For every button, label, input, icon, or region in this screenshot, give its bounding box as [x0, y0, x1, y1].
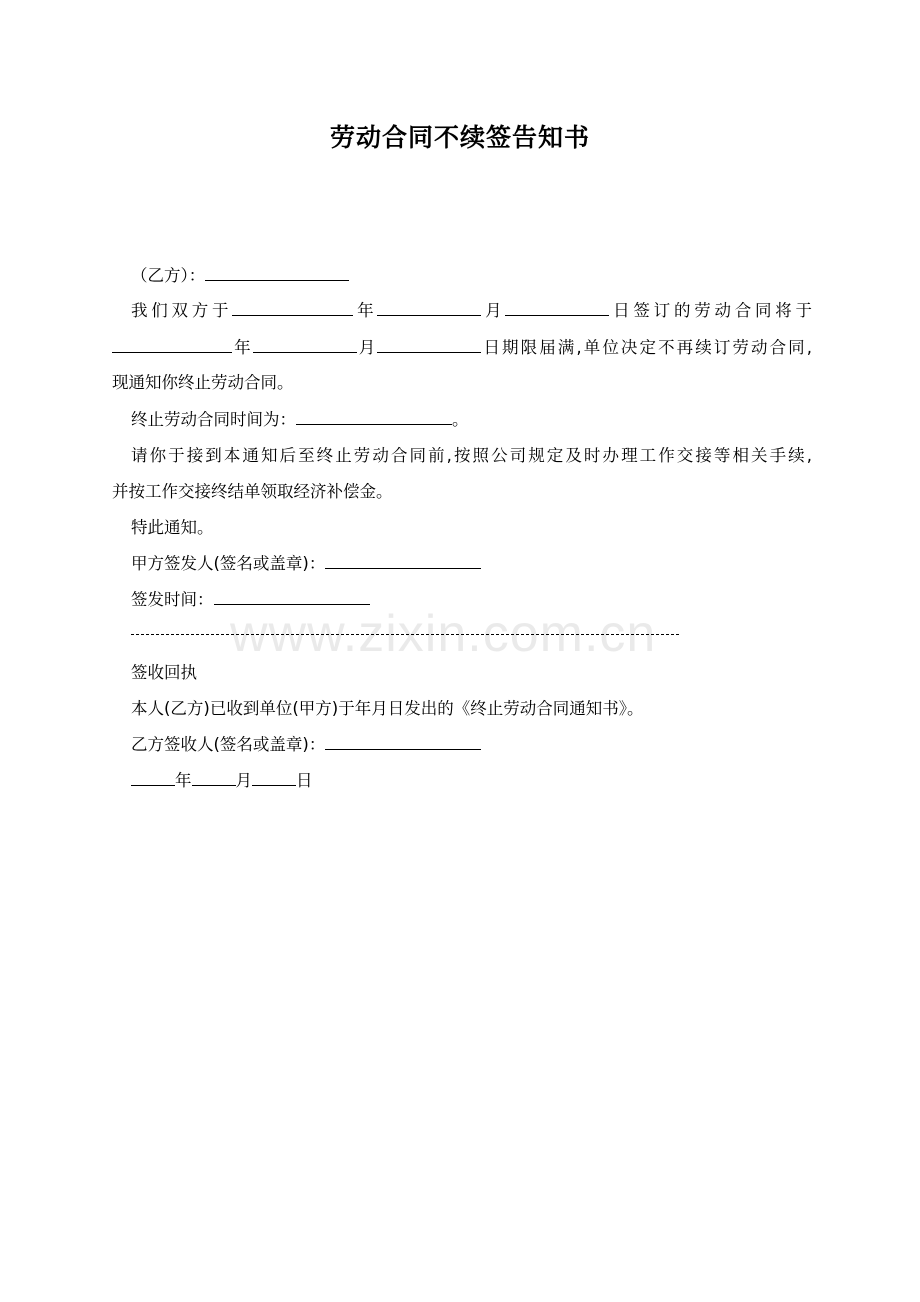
para1-line2: [112, 336, 812, 360]
page-title: 劳动合同不续签告知书: [329, 123, 590, 152]
month-label: 月: [481, 301, 506, 320]
para1-a: 我们双方于: [131, 301, 233, 320]
issuer-label: 甲方签发人(签名或盖章)：: [131, 554, 326, 573]
issue-time-blank: [214, 588, 370, 605]
para1-line3: 现通知你终止劳动合同。: [112, 373, 294, 392]
receiver-label: 乙方签收人(签名或盖章)：: [131, 735, 326, 754]
notice-line: 特此通知。: [131, 518, 214, 537]
para1-c: 日期限届满,单位决定不再续订劳动合同,: [481, 338, 813, 357]
receipt-year-blank: [131, 769, 175, 786]
expire-month-blank: [253, 336, 357, 353]
receipt-day-blank: [252, 769, 296, 786]
para2-line2: 并按工作交接终结单领取经济补偿金。: [112, 482, 393, 501]
issuer-line: [131, 552, 831, 576]
terminate-time-end: 。: [452, 410, 469, 429]
sign-month-blank: [377, 299, 481, 316]
year-label: 年: [353, 301, 378, 320]
receiver-blank: [325, 733, 481, 750]
receiver-line: [131, 733, 831, 757]
party-b-label: （乙方）：: [131, 266, 206, 285]
watermark: www.zixin.com.cn: [230, 605, 657, 663]
receipt-month-blank: [192, 769, 236, 786]
year-label: 年: [175, 771, 192, 790]
terminate-time-label: 终止劳动合同时间为：: [131, 410, 296, 429]
month-label: 月: [356, 338, 378, 357]
party-b-line: [131, 264, 831, 288]
para2-line1: 请你于接到本通知后至终止劳动合同前,按照公司规定及时办理工作交接等相关手续,: [131, 446, 812, 465]
sign-day-blank: [505, 299, 609, 316]
expire-day-blank: [377, 336, 481, 353]
party-b-blank: [205, 264, 349, 281]
receipt-title: 签收回执: [131, 663, 197, 682]
year-label: 年: [232, 338, 253, 357]
terminate-time-line: [131, 408, 831, 432]
expire-year-blank: [112, 336, 232, 353]
issue-time-label: 签发时间：: [131, 590, 214, 609]
day-label: 日: [296, 771, 313, 790]
receipt-date-line: [131, 769, 831, 793]
sign-year-blank: [232, 299, 353, 316]
receipt-text: 本人(乙方)已收到单位(甲方)于年月日发出的《终止劳动合同通知书》。: [131, 699, 644, 718]
issuer-blank: [325, 552, 481, 569]
terminate-time-blank: [296, 408, 452, 425]
month-label: 月: [235, 771, 252, 790]
para1-b: 日签订的劳动合同将于: [609, 301, 813, 320]
para1-line1: [131, 299, 812, 323]
